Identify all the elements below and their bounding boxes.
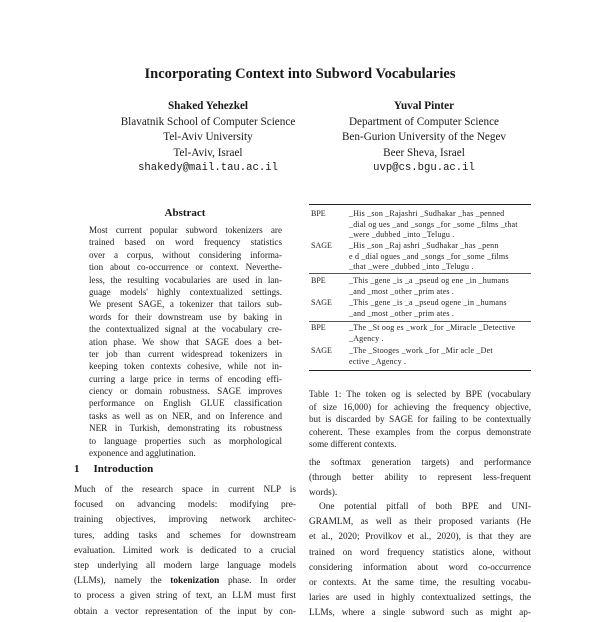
table-row-label: BPE <box>311 323 326 332</box>
intro-line: Much of the research space in current NLP is <box>74 485 296 495</box>
token-line: _and _most _other _prim ates . <box>349 286 455 296</box>
table-row-label: BPE <box>311 276 326 285</box>
table-caption <box>309 388 531 451</box>
intro-line: focused on advancing models: modifying pre- <box>74 500 296 511</box>
author-email[interactable]: uvp@cs.bgu.ac.il <box>373 162 475 174</box>
intro-text: phase. In order <box>227 576 297 587</box>
abstract-line: over a corpus, without considering informa- <box>89 249 282 260</box>
author-affiliation: Department of Computer Science <box>348 115 500 128</box>
paper-title: Incorporating Context into Subword Vocabularies <box>144 66 456 82</box>
author-affiliation: Ben-Gurion University of the Negev <box>341 131 507 143</box>
table-rule <box>309 273 531 274</box>
body-line: One potential pitfall of both BPE and UNI- <box>319 502 531 512</box>
abstract-line: NER in Turkish, demonstrating its robustness <box>89 423 282 434</box>
body-line: trained on word frequency statistics alone, without <box>309 547 531 558</box>
table-row-text <box>349 346 531 367</box>
table-row-label: BPE <box>311 209 326 218</box>
token-line: _The _Stooges _work _for _Mir acle _Det <box>349 346 493 355</box>
author-email[interactable]: shakedy@mail.tau.ac.il <box>138 162 278 174</box>
token-line: _Agency . <box>349 333 384 343</box>
abstract-line: less, the resulting vocabularies are used in lan- <box>89 274 282 285</box>
author-name: Shaked Yehezkel <box>167 100 249 112</box>
abstract-line: ter job than current widespread tokenizers in <box>89 348 282 359</box>
body-line: or contexts. At the same time, the resulting vocabu- <box>309 577 531 588</box>
table-row-text <box>349 298 531 319</box>
body-line: et al., 2020; Provilkov et al., 2020), is that they are <box>309 532 531 543</box>
body-line: laries are used in highly contextualized settings, the <box>309 593 531 604</box>
author-block-2 <box>304 99 544 177</box>
abstract-line: keeping token contexts cohesive, while not in- <box>89 361 282 372</box>
right-column-text <box>309 456 531 502</box>
author-affiliation: Tel-Aviv, Israel <box>173 146 243 159</box>
intro-line: obtain a vector representation of the input by con- <box>74 606 296 617</box>
author-block-1 <box>88 99 328 177</box>
abstract-heading: Abstract <box>164 207 206 219</box>
table-row-text <box>349 323 531 344</box>
right-column-paragraph <box>309 500 531 622</box>
author-affiliation: Blavatnik School of Computer Science <box>120 115 296 128</box>
token-line: _This _gene _is _a _pseud ogene _in _humans <box>349 298 507 307</box>
body-line: LLMs, where a single subword such as might ap- <box>309 608 531 619</box>
abstract-line: guage models' highly contextualized settings. <box>89 286 282 297</box>
token-line: _This _gene _is _a _pseud og ene _in _humans <box>349 276 509 285</box>
author-affiliation: Tel-Aviv University <box>163 131 253 143</box>
intro-line: tures, adding tasks and schemes for downstream <box>74 530 296 541</box>
abstract-line: tasks as well as on NER, and on Inference and <box>89 410 282 421</box>
intro-line <box>74 574 296 589</box>
token-line: _dial og ues _and _songs _for _some _films _that <box>349 219 518 229</box>
section-title: Introduction <box>93 463 154 475</box>
author-name: Yuval Pinter <box>393 100 455 112</box>
token-line: _The _St oog es _work _for _Miracle _Detective <box>349 323 516 332</box>
abstract-line: Most current popular subword tokenizers are <box>89 225 282 235</box>
token-line: _His _son _Rajashri _Sudhakar _has _penned <box>349 209 505 218</box>
intro-body <box>74 483 296 620</box>
caption-line: but is discarded by SAGE for failing to be contextually <box>309 414 531 425</box>
abstract-line: to language properties such as morphological <box>89 435 282 446</box>
abstract-body <box>89 224 282 459</box>
token-line: e d _dial ogues _and _songs _for _some _films <box>349 251 509 261</box>
token-line: _that _were _dubbed _into _Telugu . <box>349 262 474 272</box>
abstract-line: ciency or domain robustness. SAGE improves <box>89 386 282 397</box>
table-row-label: SAGE <box>311 298 332 307</box>
token-line: _were _dubbed _into _Telugu . <box>349 230 455 240</box>
intro-line: training objectives, improving network architec- <box>74 515 296 526</box>
token-line: _His _son _Raj ashri _Sudhakar _has _penn <box>349 241 499 250</box>
body-line: the softmax generation targets) and performance <box>309 458 531 468</box>
table-top-rule <box>309 204 531 205</box>
author-affiliation: Beer Sheva, Israel <box>383 146 465 159</box>
token-line: ective _Agency . <box>349 356 407 366</box>
abstract-line: We present SAGE, a tokenizer that tailors sub- <box>89 299 282 310</box>
abstract-line: the contextualized signal at the vocabulary cre- <box>89 324 282 335</box>
body-line: considering information about word co-occurrence <box>309 562 531 573</box>
abstract-line: words for their downstream use by baking in <box>89 311 282 322</box>
table-row-text <box>349 276 531 297</box>
table-rule <box>309 321 531 322</box>
caption-line: coherent. These examples from the corpus demonstrate <box>309 426 531 437</box>
intro-line: step underlying all modern large language models <box>74 560 296 571</box>
intro-line: evaluation. Limited work is dedicated to a crucial <box>74 545 296 556</box>
section-heading <box>74 463 167 475</box>
table-row-text <box>349 209 531 241</box>
table-row-label: SAGE <box>311 241 332 250</box>
body-line: GRAMLM, as well as their proposed variants (He <box>309 517 531 528</box>
intro-bold-term: tokenization <box>170 576 220 587</box>
abstract-line: trained based on word frequency statistics <box>89 237 282 248</box>
intro-line: to process a given string of text, an LLM must first <box>74 591 296 602</box>
caption-line: Table 1: The token og is selected by BPE (vocabulary <box>309 389 531 399</box>
abstract-line: tion about co-occurrence or context. Neverthe- <box>89 262 282 273</box>
caption-line: of size 16,000) for achieving the frequency objective, <box>309 401 531 412</box>
abstract-line: performance on English GLUE classification <box>89 398 282 409</box>
table-row-text <box>349 241 531 273</box>
abstract-line: ation phase. We show that SAGE does a bet- <box>89 336 282 347</box>
token-line: _and _most _other _prim ates . <box>349 308 455 318</box>
body-line: (through better ability to represent less-frequent <box>309 473 531 484</box>
intro-text: (LLMs), namely the <box>74 576 171 587</box>
abstract-line: exponence and agglutination. <box>89 448 196 459</box>
table-row-label: SAGE <box>311 346 332 355</box>
abstract-line: curring a large price in terms of encoding effi- <box>89 373 282 384</box>
table-bottom-rule <box>309 370 531 371</box>
caption-line: some different contexts. <box>309 439 397 450</box>
body-line: words). <box>309 488 338 499</box>
section-number: 1 <box>74 463 80 475</box>
